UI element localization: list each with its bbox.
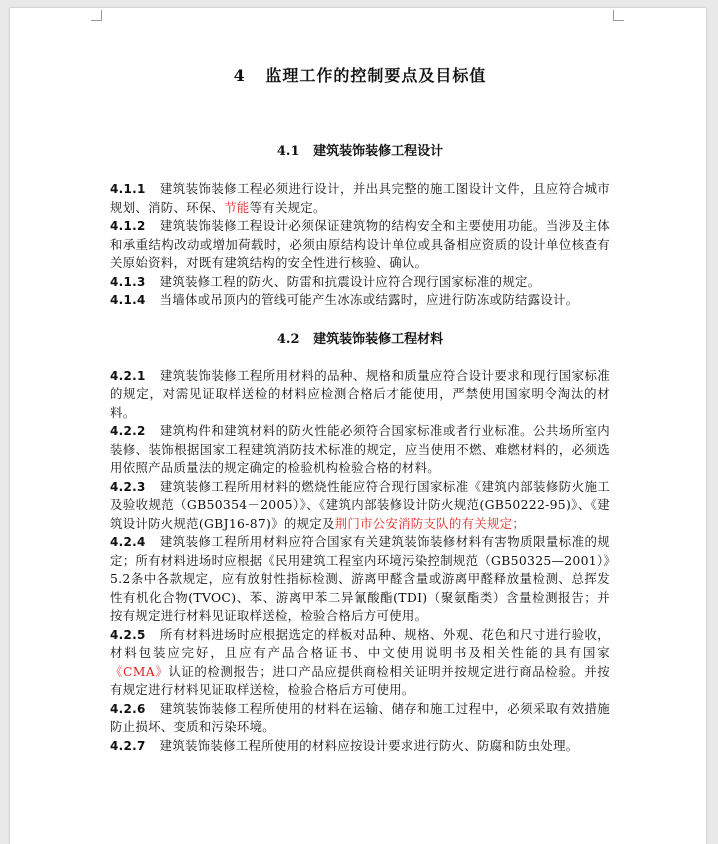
chapter-heading: 监理工作的控制要点及目标值 <box>265 66 487 85</box>
clause <box>110 291 610 310</box>
clause-number: 4.2.6 <box>110 701 146 716</box>
clause-highlight: 《CMA》 <box>110 663 169 679</box>
clause-number: 4.2.3 <box>110 479 146 494</box>
clause-text: 建筑装饰装修工程设计必须保证建筑物的结构安全和主要使用功能。当涉及主体和承重结构改动或增加荷载时，必须由原结构设计单位或具备相应资质的设计单位核查有关原始资料，对既有建筑结构的安全性进行核验、确认。 <box>110 218 610 270</box>
clause-text: 建筑装修工程所用材料的燃烧性能应符合现行国家标准《建筑内部装修防火施工及验收规范（GB50354－2005）》、《建筑内部装修设计防火规范(GB50222-95)》、《建筑设计防火规范(GBJ16-87)》的规定及 <box>110 478 610 531</box>
clause-number: 4.2.1 <box>110 368 146 383</box>
clause-text: 建筑装修工程所用材料应符合国家有关建筑装饰装修材料有害物质限量标准的规定；所有材料进场时应根据《民用建筑工程室内环境污染控制规范（GB50325—2001）》5.2条中各款规定，应有放射性指标检测、游离甲醛含量或游离甲醛释放量检测、总挥发性有机化合物(TVOC)、苯、游离甲苯二异氰酸酯(TDI)（聚氨酯类）含量检测报告；并按有规定进行材料见证取样送检，检验合格后方可使用。 <box>110 534 610 623</box>
clause <box>110 700 610 737</box>
section-number: 4.1 <box>276 144 300 159</box>
document-page <box>10 8 706 844</box>
crop-mark-top-right <box>613 10 624 21</box>
clause-number: 4.2.4 <box>110 535 146 549</box>
clause <box>110 367 610 423</box>
section-title <box>110 330 610 350</box>
clause <box>110 626 610 700</box>
clause-number: 4.2.5 <box>110 627 146 642</box>
clause-text: 建筑构件和建筑材料的防火性能必须符合国家标准或者行业标准。公共场所室内装修、装饰根据国家工程建筑消防技术标准的规定，应当使用不燃、难燃材料的，必须选用依照产品质量法的规定确定的检验机构检验合格的材料。 <box>110 423 610 475</box>
clause-number: 4.2.7 <box>110 738 146 753</box>
clause-number: 4.1.4 <box>110 293 146 307</box>
clause-list <box>110 180 610 310</box>
clause-text: 建筑装修工程的防火、防雷和抗震设计应符合现行国家标准的规定。 <box>159 273 541 289</box>
clause-highlight: 荆门市公安消防支队的有关规定； <box>334 515 526 531</box>
page-content <box>110 64 610 755</box>
clause-text: 建筑装饰装修工程所使用的材料应按设计要求进行防火、防腐和防虫处理。 <box>159 737 579 753</box>
chapter-title <box>110 64 610 88</box>
clause-number: 4.1.1 <box>110 182 146 196</box>
clause <box>110 422 610 478</box>
clause-text: 建筑装饰装修工程所使用的材料在运输、储存和施工过程中，必须采取有效措施防止损坏、变质和污染环境。 <box>110 700 610 734</box>
section-number: 4.2 <box>276 331 300 347</box>
clause-list <box>110 367 610 756</box>
clause <box>110 737 610 756</box>
clause-text: 建筑装饰装修工程所用材料的品种、规格和质量应符合设计要求和现行国家标准的规定，对需见证取样送检的材料应检测合格后才能使用，严禁使用国家明令淘汰的材料。 <box>110 367 610 420</box>
clause <box>110 478 610 534</box>
crop-mark-top-left <box>91 10 102 21</box>
clause-number: 4.1.3 <box>110 274 146 289</box>
clause-text: 当墙体或吊顶内的管线可能产生冰冻或结露时，应进行防冻或防结露设计。 <box>159 292 579 307</box>
clause <box>110 217 610 273</box>
clause-highlight: 节能 <box>224 199 250 215</box>
section-title <box>110 142 610 162</box>
clause <box>110 273 610 292</box>
clause-text-after: 认证的检测报告；进口产品应提供商检相关证明并按规定进行商品检验。并按有规定进行材料见证取样送检，检验合格后方可使用。 <box>110 663 610 697</box>
clause-text: 建筑装饰装修工程必须进行设计，并出具完整的施工图设计文件，且应符合城市规划、消防、环保、 <box>110 181 610 215</box>
clause-number: 4.1.2 <box>110 219 146 233</box>
section-heading: 建筑装饰装修工程设计 <box>313 144 444 159</box>
section-heading: 建筑装饰装修工程材料 <box>313 331 444 347</box>
clause <box>110 533 610 626</box>
clause-number: 4.2.2 <box>110 424 146 438</box>
clause-text-after: 等有关规定。 <box>249 199 326 215</box>
clause-text: 所有材料进场时应根据选定的样板对品种、规格、外观、花色和尺寸进行验收，材料包装应完好，且应有产品合格证书、中文使用说明书及相关性能的具有国家 <box>110 626 610 660</box>
clause <box>110 180 610 217</box>
chapter-number: 4 <box>233 66 246 85</box>
